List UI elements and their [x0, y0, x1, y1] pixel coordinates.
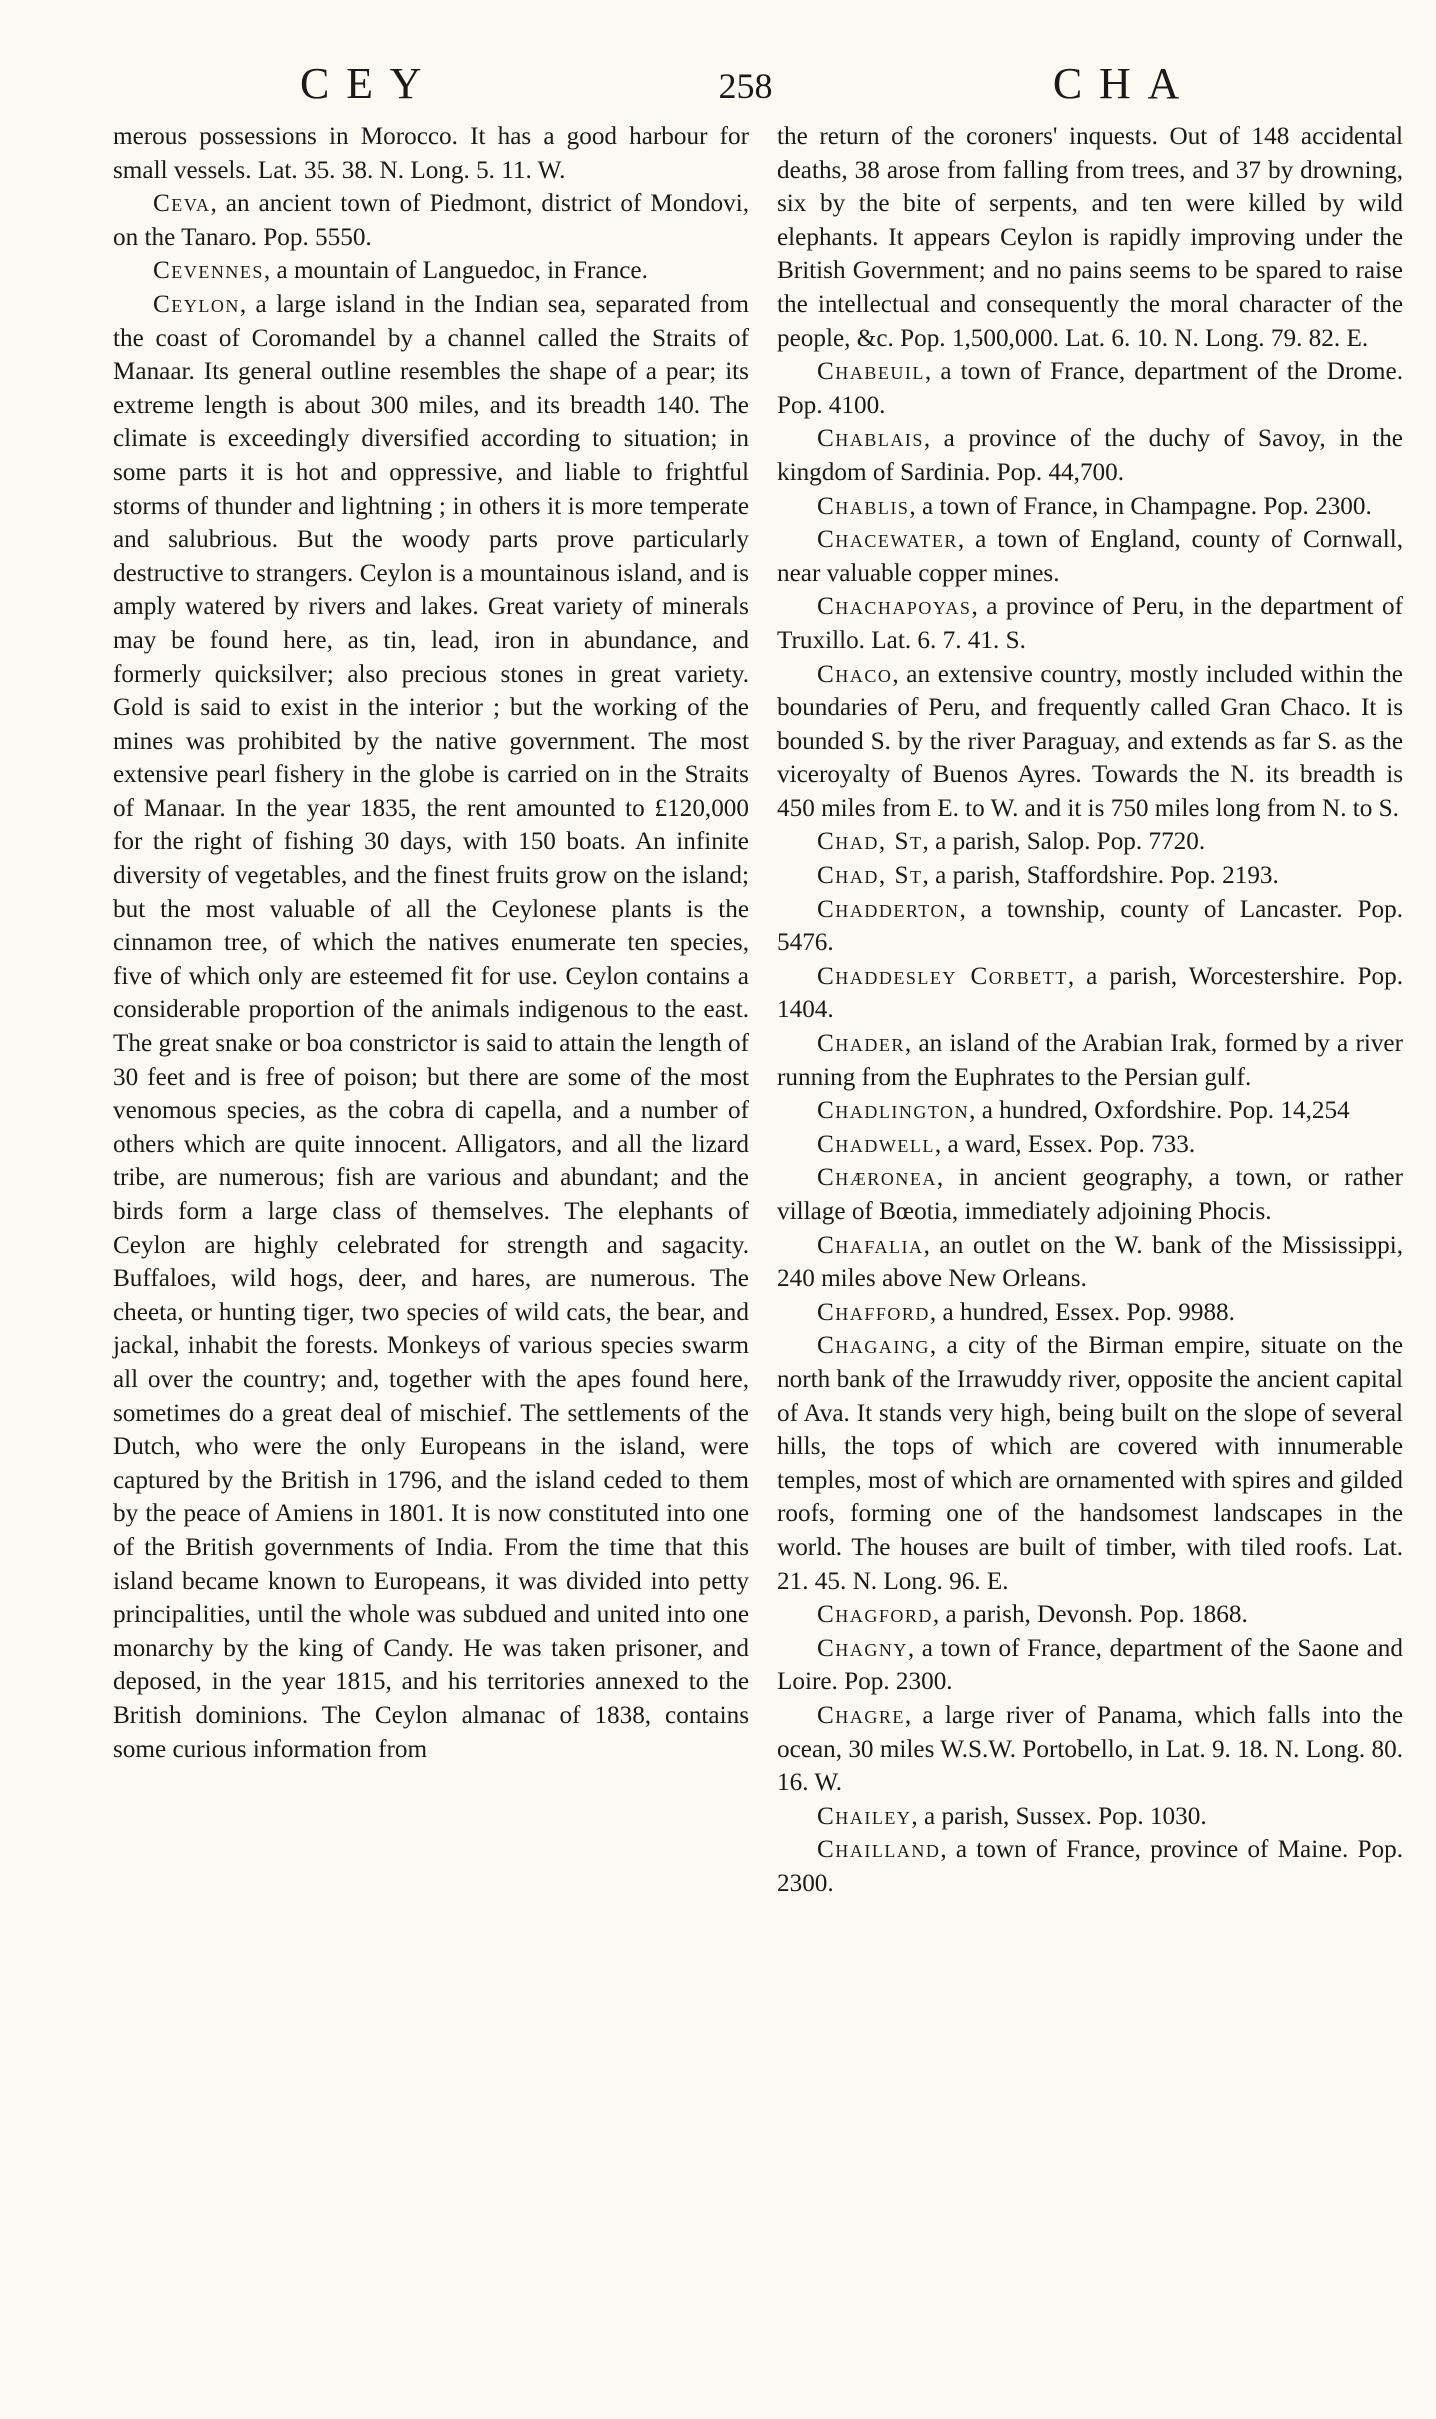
entry-text: , an ancient town of Piedmont, district of Mondovi, on the Tanaro. Pop. 5550. [113, 190, 749, 251]
entry-headword: Chad, St [817, 862, 923, 890]
entry-headword: Chafford [817, 1298, 930, 1326]
entry-text: , in ancient geography, a town, or rather village of Bœotia, immediately adjoining Phocis. [777, 1164, 1403, 1225]
entry-headword: Chad, St [817, 828, 923, 856]
dictionary-entry [777, 355, 1403, 422]
dictionary-entry [777, 1329, 1403, 1598]
dictionary-entry [777, 1128, 1403, 1162]
dictionary-entry [777, 1229, 1403, 1296]
entry-headword: Chagre [817, 1701, 905, 1729]
header-right-guide-word: CHA [1052, 59, 1196, 108]
entry-headword: Chachapoyas [817, 593, 972, 621]
entry-headword: Chader [817, 1030, 905, 1058]
entry-headword: Chablais [817, 425, 924, 453]
dictionary-entry [777, 825, 1403, 859]
left-column [113, 120, 749, 1766]
dictionary-entry [777, 1699, 1403, 1800]
entry-headword: Ceva [153, 190, 211, 218]
dictionary-entry [777, 590, 1403, 657]
entry-headword: Chadderton [817, 895, 960, 923]
entry-text: , a large river of Panama, which falls into the ocean, 30 miles W.S.W. Portobello, in Lat. 9. 18. N. Long. 80. 16. W. [777, 1701, 1403, 1797]
entry-text: the return of the coroners' inquests. Out of 148 accidental deaths, 38 arose from falling from trees, and 37 by drowning, six by the bite of serpents, and ten were killed by wild elephants. It appears Ceylon is rapidly improving under the British Government; and no pains seems to be spared to raise the intellectual and consequently the moral character of the people, &c. Pop. 1,500,000. Lat. 6. 10. N. Long. 79. 82. E. [777, 123, 1403, 352]
entry-text: , a town of France, department of the Saone and Loire. Pop. 2300. [777, 1634, 1403, 1696]
dictionary-entry [777, 1094, 1403, 1128]
entry-text: , a large island in the Indian sea, separated from the coast of Coromandel by a channel called the Straits of Manaar. Its general outline resembles the shape of a pear; its extreme length is about 300 miles, and its breadth 140. The climate is exceedingly diversified according to situation; in some parts it is hot and oppressive, and liable to frightful storms of thunder and lightning ; in others it is more temperate and salubrious. But the woody parts prove particularly destructive to strangers. Ceylon is a mountainous island, and is amply watered by rivers and lakes. Great variety of minerals may be found here, as tin, lead, iron in abundance, and formerly quicksilver; also precious stones in great variety. Gold is said to exist in the interior ; but the working of the mines was prohibited by the native government. The most extensive pearl fishery in the globe is carried on in the Straits of Manaar. In the year 1835, the rent amounted to £120,000 for the right of fishing 30 days, with 150 boats. An infinite diversity of vegetables, and the finest fruits grow on the island; but the most valuable of all the Ceylonese plants is the cinnamon tree, of which the natives enumerate ten species, five of which only are esteemed fit for use. Ceylon contains a considerable proportion of the animals indigenous to the east. The great snake or boa constrictor is said to attain the length of 30 feet and is free of poison; but there are some of the most venomous species, as the cobra di capella, and a number of others which are quite innocent. Alligators, and all the lizard tribe, are numerous; fish are various and abundant; and the birds form a large class of themselves. The elephants of Ceylon are highly celebrated for strength and sagacity. Buffaloes, wild hogs, deer, and hares, are numerous. The cheeta, or hunting tiger, two species of wild cats, the bear, and jackal, inhabit the forests. Monkeys of various species swarm all over the country; and, together with the apes found here, sometimes do a great deal of mischief. The settlements of the Dutch, who were the only Europeans in the island, were captured by the British in 1796, and the island ceded to them by the peace of Amiens in 1801. It is now constituted into one of the British governments of India. From the time that this island became known to Europeans, it was divided into petty principalities, until the whole was subdued and united into one monarchy by the king of Candy. He was taken prisoner, and deposed, in the year 1815, and his territories annexed to the British dominions. The Ceylon almanac of 1838, contains some curious information from [113, 290, 749, 1763]
dictionary-entry [777, 1027, 1403, 1094]
entry-text: , a parish, Devonsh. Pop. 1868. [932, 1601, 1248, 1629]
entry-text: , an outlet on the W. bank of the Mississippi, 240 miles above New Orleans. [777, 1231, 1403, 1293]
entry-text: , a hundred, Oxfordshire. Pop. 14,254 [969, 1097, 1350, 1125]
entry-text: , a town of England, county of Cornwall, near valuable copper mines. [777, 526, 1403, 587]
entry-text: , a parish, Worcestershire. Pop. 1404. [777, 962, 1403, 1024]
dictionary-entry [777, 1161, 1403, 1228]
entry-headword: Chagny [817, 1634, 908, 1662]
entry-text: , a parish, Salop. Pop. 7720. [922, 828, 1206, 856]
dictionary-entry [777, 960, 1403, 1027]
entry-headword: Chacewater [817, 526, 958, 554]
entry-headword: Chaco [817, 660, 893, 688]
entry-text: , a mountain of Languedoc, in France. [263, 257, 648, 285]
entry-text: , a province of the duchy of Savoy, in the kingdom of Sardinia. Pop. 44,700. [777, 425, 1403, 486]
dictionary-entry [777, 1632, 1403, 1699]
dictionary-entry [113, 254, 749, 288]
dictionary-entry [777, 1833, 1403, 1900]
dictionary-entry [777, 658, 1403, 826]
dictionary-entry [777, 523, 1403, 590]
entry-headword: Cevennes [153, 257, 264, 285]
dictionary-entry [777, 1598, 1403, 1632]
page-number: 258 [718, 66, 773, 106]
entry-text: merous possessions in Morocco. It has a good harbour for small vessels. Lat. 35. 38. N. Long. 5. 11. W. [113, 123, 749, 184]
entry-headword: Chaddesley Corbett [817, 962, 1068, 990]
dictionary-entry [113, 120, 749, 187]
dictionary-entry [777, 1296, 1403, 1330]
entry-headword: Chailey [817, 1802, 912, 1830]
dictionary-entry [777, 1800, 1403, 1834]
dictionary-entry [777, 859, 1403, 893]
entry-headword: Chailland [817, 1836, 941, 1864]
entry-headword: Chafalia [817, 1231, 924, 1259]
entry-headword: Chablis [817, 492, 910, 520]
dictionary-entry [777, 422, 1403, 489]
entry-headword: Chabeuil [817, 358, 925, 386]
dictionary-entry [777, 490, 1403, 524]
entry-text: , an extensive country, mostly included within the boundaries of Peru, and frequently called Gran Chaco. It is bounded S. by the river Paraguay, and extends as far S. as the viceroyalty of Buenos Ayres. Towards the N. its breadth is 450 miles from E. to W. and it is 750 miles long from N. to S. [777, 660, 1403, 822]
entry-text: , a town of France, province of Maine. Pop. 2300. [777, 1836, 1403, 1897]
dictionary-entry [113, 187, 749, 254]
entry-text: , a town of France, department of the Drome. Pop. 4100. [777, 358, 1403, 419]
running-header [300, 58, 1196, 109]
dictionary-entry [113, 288, 749, 1766]
entry-text: , a hundred, Essex. Pop. 9988. [929, 1298, 1235, 1326]
entry-headword: Chæronea [817, 1164, 937, 1192]
entry-text: , a parish, Staffordshire. Pop. 2193. [922, 862, 1279, 890]
dictionary-entry [777, 120, 1403, 355]
entry-text: , a ward, Essex. Pop. 733. [934, 1130, 1196, 1158]
entry-text: , a township, county of Lancaster. Pop. 5476. [777, 895, 1403, 957]
right-column [777, 120, 1403, 1900]
entry-headword: Chagaing [817, 1332, 930, 1360]
entry-text: , an island of the Arabian Irak, formed by a river running from the Euphrates to the Persian gulf. [777, 1030, 1403, 1091]
entry-headword: Chadlington [817, 1097, 970, 1125]
entry-text: , a province of Peru, in the department of Truxillo. Lat. 6. 7. 41. S. [777, 593, 1403, 654]
entry-headword: Chagford [817, 1601, 933, 1629]
entry-headword: Ceylon [153, 290, 240, 318]
entry-text: , a parish, Sussex. Pop. 1030. [911, 1802, 1207, 1830]
dictionary-entry [777, 893, 1403, 960]
entry-text: , a town of France, in Champagne. Pop. 2300. [909, 492, 1372, 520]
entry-text: , a city of the Birman empire, situate on the north bank of the Irrawuddy river, opposite the ancient capital of Ava. It stands very high, being built on the slope of several hills, the tops of which are covered with innumerable temples, most of which are ornamented with spires and gilded roofs, forming one of the handsomest landscapes in the world. The houses are built of timber, with tiled roofs. Lat. 21. 45. N. Long. 96. E. [777, 1332, 1403, 1595]
entry-headword: Chadwell [817, 1130, 935, 1158]
header-left-guide-word: CEY [300, 59, 439, 108]
